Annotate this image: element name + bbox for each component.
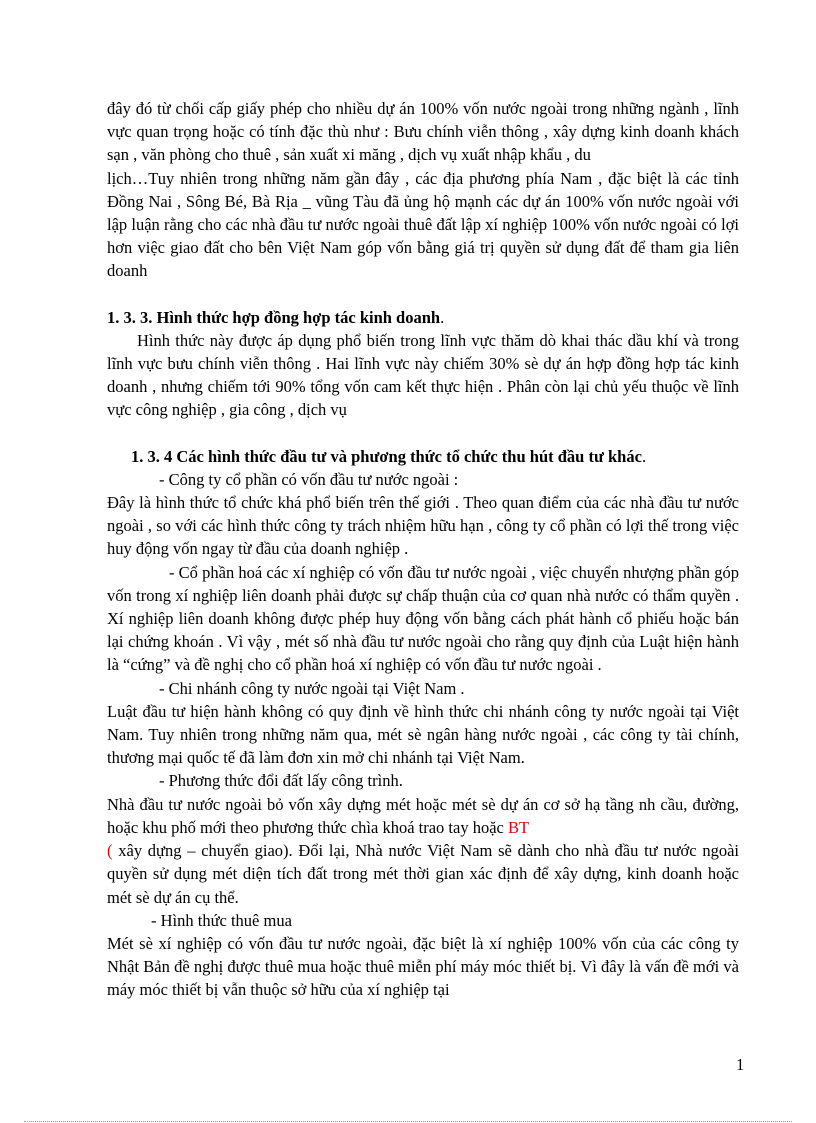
paragraph-equitization: - Cổ phần hoá các xí nghiệp có vốn đầu tư nước ngoài , việc chuyển nhượng phần góp vốn trong xí nghiệp liên doanh phải được sự chấp thuận của cơ quan nhà nước có thẩm quyền . Xí nghiệp liên doanh không được phép huy động vốn bằng cách phát hành cổ phiếu hoặc bán lại chứng khoán . Vì vậy , mét số nhà đầu tư nước ngoài cho rằng quy định của Luật hiện hành là “cứng” và đề nghị cho cổ phần hoá xí nghiệp có vốn đầu tư nước ngoài . (107, 562, 739, 675)
document-page (107, 97, 739, 1002)
page-number: 1 (736, 1055, 745, 1074)
bt-open-paren: ( (107, 841, 113, 861)
heading-1-3-4 (107, 445, 739, 468)
paragraph-joint-stock: Đây là hình thức tổ chức khá phổ biến trên thế giới . Theo quan điểm của các nhà đầu tư nước ngoài , so với các hình thức công ty trách nhiệm hữu hạn , công ty cổ phần có lợi thế trong việc huy động vốn ngay từ đầu của doanh nghiệp . (107, 493, 739, 559)
bt-highlight: BT (507, 817, 530, 837)
subheading-branch: - Chi nhánh công ty nước ngoài tại Việt Nam . (159, 678, 465, 698)
subheading-hire-purchase: - Hình thức thuê mua (151, 910, 292, 930)
paragraph-southern-provinces: lịch…Tuy nhiên trong những năm gần đây , các địa phương phía Nam , đặc biệt là các tỉnh Đồng Nai , Sông Bé, Bà Rịa _ vũng Tàu đã ủng hộ mạnh các dự án 100% vốn nước ngoài với lập luận rằng cho các nhà đầu tư nước ngoài thuê đất lập xí nghiệp 100% vốn nước ngoài có lợi hơn việc giao đất cho bên Việt Nam góp vốn bằng giá trị quyền sử dụng đất để tham gia liên doanh (107, 168, 739, 281)
paragraph-100-percent-foreign: đây đó từ chối cấp giấy phép cho nhiều dự án 100% vốn nước ngoài trong những ngành , lĩnh vực quan trọng hoặc có tính đặc thù như : Bưu chính viễn thông , xây dựng kinh doanh khách sạn , văn phòng cho thuê , sản xuất xi măng , dịch vụ xuất nhập khẩu , du (107, 99, 739, 165)
heading-1-3-4-period: . (641, 446, 647, 466)
heading-1-3-3 (107, 306, 739, 329)
paragraph-branch: Luật đầu tư hiện hành không có quy định về hình thức chi nhánh công ty nước ngoài tại Việt Nam. Tuy nhiên trong những năm qua, mét sè ngân hàng nước ngoài , các công ty tài chính, thương mại quốc tế đã làm đơn xin mở chi nhánh tại Việt Nam. (107, 701, 739, 768)
page-bottom-divider (24, 1121, 792, 1122)
paragraph-land-swap (107, 793, 739, 909)
paragraph-hire-purchase: Mét sè xí nghiệp có vốn đầu tư nước ngoài, đặc biệt là xí nghiệp 100% vốn của các công ty Nhật Bản đề nghị được thuê mua hoặc thuê miễn phí máy móc thiết bị. Vì đây là vấn đề mới và máy móc thiết bị vẫn thuộc sở hữu của xí nghiệp tại (107, 933, 739, 1000)
paragraph-land-swap-a: Nhà đầu tư nước ngoài bỏ vốn xây dựng mét hoặc mét sè dự án cơ sở hạ tầng nh cầu, đường, hoặc khu phố mới theo phương thức chìa khoá trao tay hoặc (107, 794, 739, 837)
subheading-land-swap: - Phương thức đổi đất lấy công trình. (159, 771, 403, 791)
paragraph-bcc-contract: Hình thức này được áp dụng phổ biến trong lĩnh vực thăm dò khai thác dầu khí và trong lĩnh vực bưu chính viễn thông . Hai lĩnh vực này chiếm 30% sè dự án hợp đồng hợp tác kinh doanh , nhưng chiếm tới 90% tổng vốn cam kết thực hiện . Phân còn lại chủ yếu thuộc về lĩnh vực công nghiệp , gia công , dịch vụ (107, 330, 739, 420)
subheading-joint-stock: - Công ty cổ phần có vốn đầu tư nước ngoài : (159, 469, 459, 489)
spacer (107, 422, 739, 445)
heading-1-3-3-text: 1. 3. 3. Hình thức hợp đồng hợp tác kinh doanh (107, 307, 441, 327)
spacer (107, 283, 739, 306)
paragraph-land-swap-b: xây dựng – chuyển giao). Đổi lại, Nhà nước Việt Nam sẽ dành cho nhà đầu tư nước ngoài quyền sử dụng mét diện tích đất trong mét thời gian xác định để xây dựng, kinh doanh hoặc mét sè dự án cụ thể. (107, 841, 739, 907)
heading-1-3-3-period: . (440, 307, 445, 327)
heading-1-3-4-text: 1. 3. 4 Các hình thức đầu tư và phương thức tổ chức thu hút đầu tư khác (131, 446, 642, 466)
